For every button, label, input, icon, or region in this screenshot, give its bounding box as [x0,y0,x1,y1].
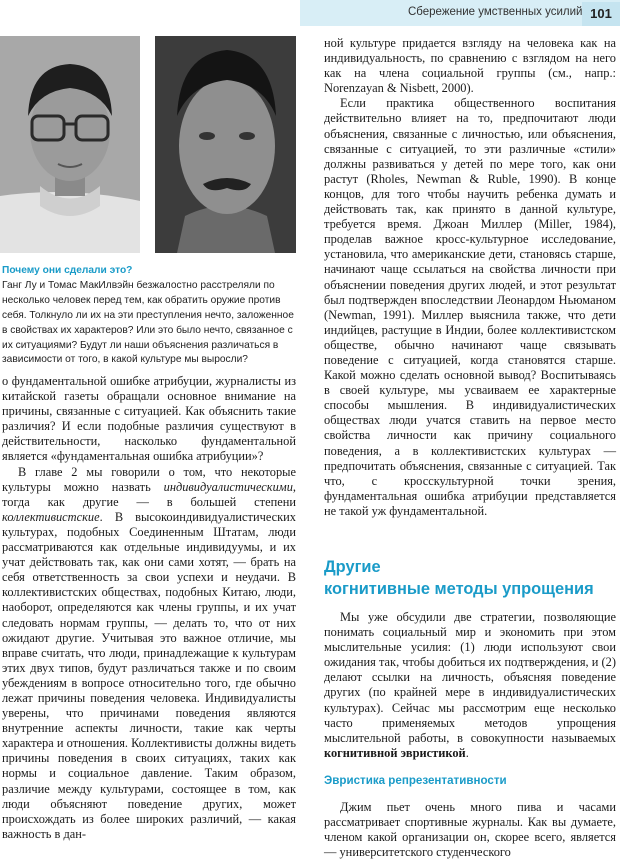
term-individualistic: индивидуалистическими [163,479,293,494]
photo-mustached-man [155,36,296,253]
section-heading [324,556,594,600]
right-paragraph-4: Джим пьет очень много пива и часами рассматривает спортивные журналы. Как вы думаете, членом какой организации он, скорее всего, является — университетского студенческого [324,800,616,860]
right-paragraph-3-part-a: Мы уже обсудили две стратегии, позволяющие понимать социальный мир и экономить при этом мыслительные усилия: (1) люди используют свои ожидания так, чтобы добиться их подтверждения, и (2) делают ссылки на личность, объясняя поведение других (по крайней мере в индивидуалистических культурах). Сейчас мы рассмотрим еще несколько часто применяемых методов упрощения мыслительной работы, в совокупности называемых [324,610,616,745]
left-paragraph-2-part-b: , тогда как другие — в большей степени [2,479,296,509]
left-paragraph-2-part-a: В главе 2 мы говорили о том, что некоторые культуры можно назвать [2,464,296,494]
right-paragraph-1: ной культуре придается взгляду на человека как на индивидуальность, по сравнению с взглядом на него как на члена социальной группы (см., напр.: Norenzayan & Nisbett, 2000). [324,36,616,96]
left-paragraph-2-part-c: . В высокоиндивидуалистических культурах, подобных Соединенным Штатам, люди рассматриваются как отдельные индивидуумы, и их учат действовать так, как они сами хотят, — брать на себя ответственность за свои успехи и неудачи. В коллективистских обществах, подобных Китаю, люди, наоборот, определяются как члены группы, и их учат следовать нормам группы, — делать то, что от них ожидают другие. Учитывая это важное отличие, мы вправе считать, что люди, принадлежащие к культурам этих двух типов, будут различаться также и по своим убеждениям в вопросе относительно того, где обычно лежат причины поведения человека. Индивидуалисты уверены, что причинами поведения являются внутренние аспекты личности, такие как черты характера и отношения. Коллективисты должны видеть причины поведения в своих ситуациях, таких как нормы и социальное давление. Таким образом, различие между культурами, состоящее в том, как люди объясняют поведение других, может происхождать из более широких различий, — какая важность в дан- [2,509,296,841]
subsection-heading: Эвристика репрезентативности [324,774,507,787]
running-header-title: Сбережение умственных усилий [408,6,583,18]
photo-young-man [0,36,140,253]
left-paragraph-1: о фундаментальной ошибке атрибуции, журналисты из китайской газеты обращали основное внимание на причины, связанные с ситуацией. Как объяснить такие различия? И если подобные различия существуют в действительности, насколько фундаментальной является «фундаментальная ошибка атрибуции»? [2,374,296,464]
term-collectivist: коллективистские [2,509,100,524]
right-paragraph-2: Если практика общественного воспитания действительно влияет на то, предпочитают люди объяснения, связанные с личностью, или объяснения, связанные с ситуацией, то эти различные «стили» должны развиваться у детей по мере того, как они растут (Rholes, Newman & Ruble, 1990). В конце концов, для того чтобы научить ребенка думать и действовать так, как принято в данной культуре, требуется время. Джоан Миллер (Miller, 1984), проделав важное кросс-культурное исследование, установила, что американские дети, становясь старше, начинают чаще ссылаться на свойства личности при объяснении поведения других людей, и этот результат был подтвержден впоследствии Леонардом Ньюманом (Newman, 1991). Миллер выяснила также, что дети индийцев, растущие в Индии, более коллективистском обществе, обычно начинают чаще связывать поведение с ситуацией, когда становятся старше. Какой можно сделать основной вывод? Воспитываясь в своей культуре, мы усваиваем ее характерные способы мышления. В индивидуалистических обществах люди учатся ставить на первое место свойства личности как причину социального поведения, а в коллективистских культурах — предпочитать объяснения, связанные с ситуацией. Так что, с кросскультурной точки зрения, фундаментальная ошибка атрибуции представляется не такой уж фундаментальной. [324,96,616,518]
right-paragraph-3-part-b: . [465,745,469,760]
page-number: 101 [582,2,620,26]
term-cognitive-heuristic: когнитивной эвристикой [324,745,466,760]
caption-title: Почему они сделали это? [2,265,133,276]
right-paragraph-3 [324,610,616,761]
right-column-section [324,610,616,761]
left-column [2,374,296,842]
caption-text: Ганг Лу и Томас МакИлвэйн безжалостно расстреляли по несколько человек перед тем, как обратить оружие против себя. Толкнуло ли их на эти преступления нечто, заложенное в свойствах их характеров? Или это было нечто, связанное с их ситуациями? Будут ли наши объяснения различаться в зависимости от того, в какой культуре мы выросли? [2,279,294,366]
left-paragraph-2 [2,465,296,842]
section-heading-line-2: когнитивные методы упрощения [324,580,594,598]
right-column-top [324,36,616,519]
photo-young-man-image [0,36,140,253]
photo-mustached-man-image [155,36,296,253]
photo-caption [2,264,298,368]
section-heading-line-1: Другие [324,558,381,576]
right-column-bottom [324,800,616,860]
